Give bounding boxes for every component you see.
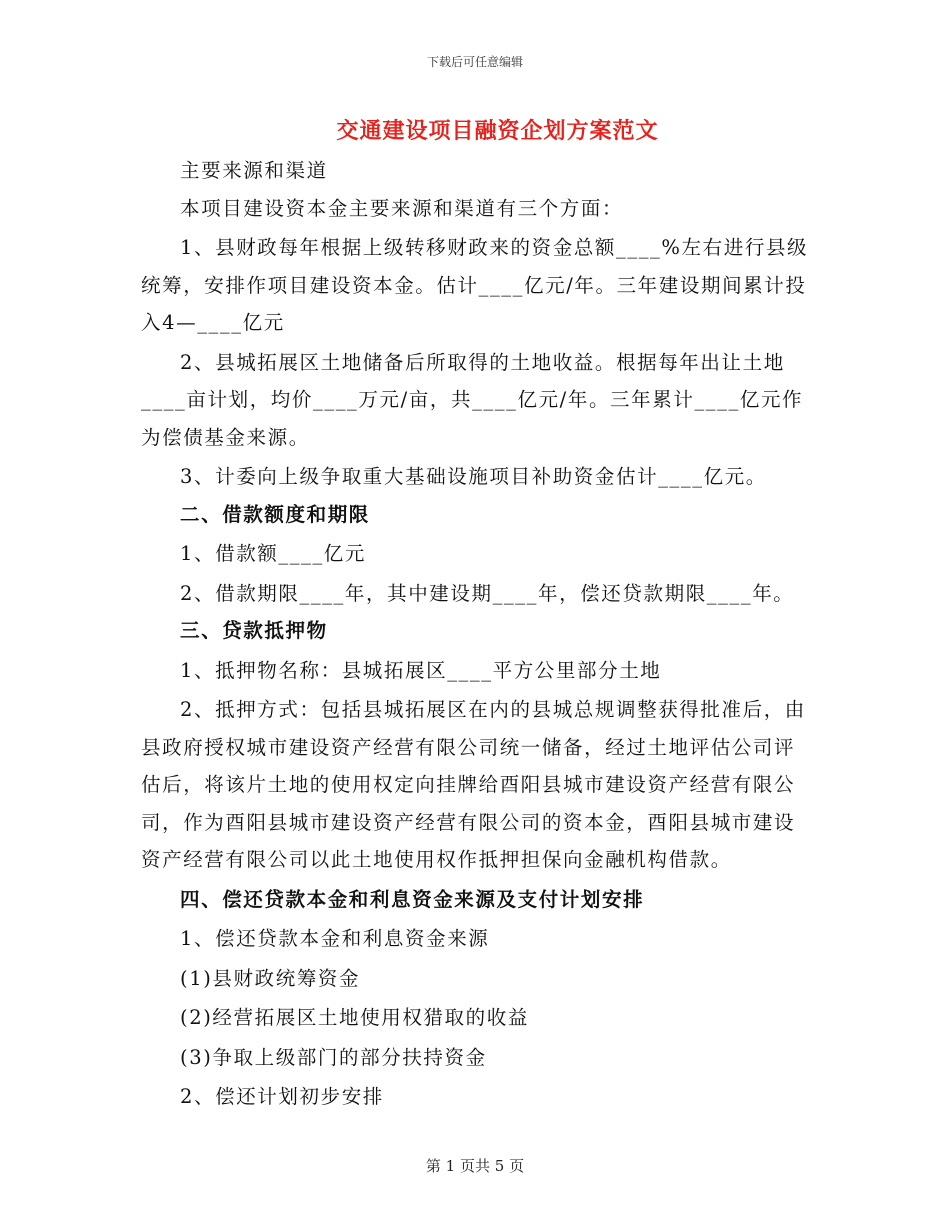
paragraph-source-intro: 本项目建设资本金主要来源和渠道有三个方面： [180, 196, 624, 220]
paragraph-loan-term: 2、借款期限____年，其中建设期____年，偿还贷款期限____年。 [180, 581, 795, 605]
header-note: 下载后可任意编辑 [426, 55, 523, 69]
document-body [141, 152, 809, 1116]
section-heading-repayment: 四、偿还贷款本金和利息资金来源及支付计划安排 [180, 887, 645, 911]
paragraph-collateral-method: 2、抵押方式：包括县城拓展区在内的县城总规调整获得批准后，由县政府授权城市建设资产经营有限公司统一储备，经过土地评估公司评估后，将该片土地的使用权定向挂牌给酉阳县城市建设资产经营有限公司，作为酉阳县城市建设资产经营有限公司的资本金，酉阳县城市建设资产经营有限公司以此土地使用权作抵押担保向金融机构借款。 [141, 698, 806, 871]
document-title: 交通建设项目融资企划方案范文 [336, 118, 659, 144]
list-item-land-income: (2)经营拓展区土地使用权猎取的收益 [180, 1006, 529, 1029]
paragraph-source-heading: 主要来源和渠道 [180, 159, 328, 182]
page-footer: 第 1 页共 5 页 [425, 1157, 525, 1175]
list-item-superior-support: (3)争取上级部门的部分扶持资金 [180, 1045, 487, 1069]
list-item-county-funds: (1)县财政统筹资金 [180, 966, 361, 990]
paragraph-repayment-source: 1、偿还贷款本金和利息资金来源 [180, 927, 490, 950]
paragraph-source-3: 3、计委向上级争取重大基础设施项目补助资金估计____亿元。 [180, 465, 767, 488]
paragraph-collateral-name: 1、抵押物名称：县城拓展区____平方公里部分土地 [180, 658, 662, 682]
paragraph-loan-amount: 1、借款额____亿元 [180, 542, 367, 565]
paragraph-source-1: 1、县财政每年根据上级转移财政来的资金总额____%左右进行县级统筹，安排作项目建设资本金。估计____亿元/年。三年建设期间累计投入4—____亿元 [141, 236, 809, 334]
section-heading-loan-amount: 二、借款额度和期限 [180, 502, 370, 526]
paragraph-source-2: 2、县城拓展区土地储备后所取得的土地收益。根据每年出让土地____亩计划，均价____万元/亩，共____亿元/年。三年累计____亿元作为偿债基金来源。 [141, 350, 804, 449]
section-heading-collateral: 三、贷款抵押物 [180, 619, 328, 642]
paragraph-repayment-plan: 2、偿还计划初步安排 [180, 1085, 384, 1108]
